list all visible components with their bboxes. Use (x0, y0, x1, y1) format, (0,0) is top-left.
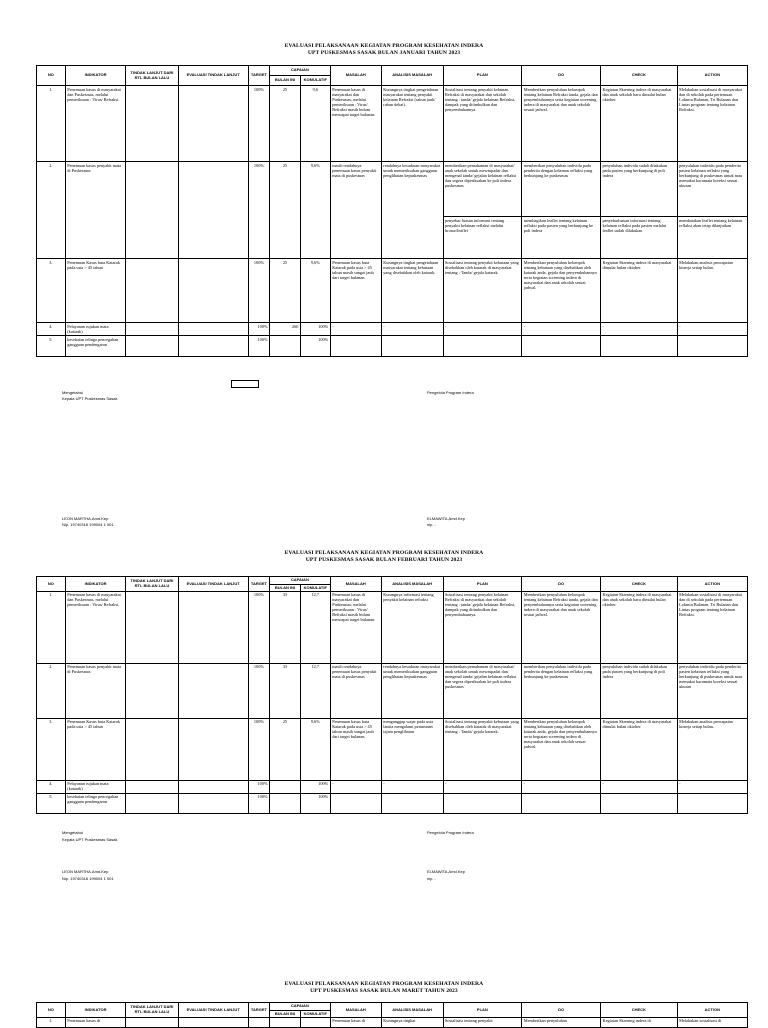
row-kumulatif: 100% (300, 323, 330, 336)
row-check (601, 793, 678, 813)
row-target: 100% (248, 259, 269, 323)
row-kumulatif: 9,6 (300, 86, 330, 162)
row-no: 5. (37, 793, 66, 813)
row-check: Kegiatan Skrening indera di masyarakat dimulai bulan oktober. (601, 718, 678, 780)
col-capaian: CAPAIAN (270, 66, 331, 76)
col-kumulatif: KOMULATIF (300, 76, 330, 86)
row-indikator: kesehatan telinga pencegahan gangguan pendengaran (65, 336, 126, 357)
row-kumulatif (300, 1017, 330, 1027)
row-check: penyebarluasan informasi tentang kelainan reflaksi pada pasien melalui leaflet sudah dilakukan (601, 217, 678, 259)
col-no: NO (37, 66, 66, 86)
row-action: Melakukan analisis pencapaian kinerja setiap bulan. (677, 718, 747, 780)
report-title-line1: EVALUASI PELAKSANAAN KEGIATAN PROGRAM KESEHATAN INDERA (284, 43, 484, 49)
row-masalah: Penemuan kasus di masyarakat dan Puskesmas, melalui pemeriksaan : Virus/ Refraksi masih bulum mencapai target bulanan. (330, 591, 381, 663)
row-plan: - (443, 323, 522, 336)
col-kumulatif: KOMULATIF (300, 1011, 330, 1018)
row-tindak-lanjut (126, 259, 178, 323)
row-plan (443, 793, 522, 813)
col-indikator: INDIKATOR (65, 66, 126, 86)
table-row (37, 718, 748, 780)
row-bulan-ini: 25 (270, 162, 301, 259)
col-do: DO (522, 66, 601, 86)
row-kumulatif: 9,6% (300, 162, 330, 259)
row-masalah: masih rendahnya penemuan kasus penyakit mata di puskesmas (330, 162, 381, 259)
col-do: DO (522, 577, 601, 592)
row-indikator: Penemuan kasus di (65, 1017, 126, 1027)
row-masalah: Penemuan kasus di (330, 1017, 381, 1027)
row-kumulatif: 9,6% (300, 718, 330, 780)
row-check: penyuluhan individu sudah dilakukan pada pasien yang berkunjung di poli indera (601, 663, 678, 718)
row-check: Kegiatan Skrening indera di masyarakat dimulai bulan oktober. (601, 259, 678, 323)
col-no: NO (37, 1003, 66, 1018)
row-bulan-ini (270, 336, 301, 357)
row-evaluasi (178, 663, 248, 718)
row-kumulatif: 100% (300, 780, 330, 793)
col-capaian: CAPAIAN (270, 577, 331, 585)
row-evaluasi (178, 591, 248, 663)
row-check: penyuluhan individu sudah dilakukan pada pasien yang berkunjung di poli indera (601, 162, 678, 217)
row-action: membatakan leaflet tentang kelainan reflaksi akan tetap dilanjutkan (677, 217, 747, 259)
row-indikator: Pelayanan rujukan mata (katarak) (65, 323, 126, 336)
table-row (37, 780, 748, 793)
col-analisis: ANALISIS MASALAH (381, 1003, 443, 1018)
row-evaluasi (178, 323, 248, 336)
col-capaian: CAPAIAN (270, 1003, 331, 1011)
col-evaluasi: EVALUASI TINDAK LANJUT (178, 1003, 248, 1018)
row-plan: memberikan pemahaman di masyarakat/ anak sekolah untuk mewaspadai dan mengenal tanda/ gejalan kelainan reflaksi dan segera diperiksakan ke poli indera puskesmas (443, 162, 522, 217)
row-action (677, 793, 747, 813)
table-row (37, 591, 748, 663)
mengetahui-label: Mengetahui (62, 830, 83, 835)
row-do: memberikan penyuluhan individu pada penderita dengan kelainan reflaksi yang berkunjung ke puskesmas (522, 663, 601, 718)
row-do: Memberikan penyuluhan kelompok tentang kelainan Refraksi tanda, gejala dan penyembuhannya serta kegiatan screening indera di masyarakat dan anak sekolah sesuai jadwal. (522, 86, 601, 162)
row-indikator: Penemuan kasus di masyarakat dan Puskesmas, melalui pemeriksaan : Virus/ Refraksi. (65, 86, 126, 162)
col-bulan-ini: BULAN INI (270, 76, 301, 86)
row-masalah: Penemuan kasus di masyarakat dan Puskesmas, melalui pemeriksaan : Virus/ Refraksi masih bulum mencapai target bulanan. (330, 86, 381, 162)
row-evaluasi (178, 1017, 248, 1027)
signatory-nip-right: nip. - (427, 522, 436, 527)
row-indikator: Penemuan kasus di masyarakat dan Puskesmas, melalui pemeriksaan : Virus/ Refraksi. (65, 591, 126, 663)
signatory-name-right: ELMAWITA,Amd.Kep (427, 516, 466, 521)
row-do (522, 336, 601, 357)
row-analisis: Kurangnya informasi tentang penyakit kelainan refraksi (381, 591, 443, 663)
row-no: 5. (37, 336, 66, 357)
row-masalah: Penemuan kasus buta Katarak pada usia > 45 tahun masih sangat jauh dari target bulanan. (330, 718, 381, 780)
row-indikator: Penemuan kasus penyakit mata di Puskesmas (65, 162, 126, 259)
row-tindak-lanjut (126, 336, 178, 357)
col-bulan-ini: BULAN INI (270, 585, 301, 592)
row-action: Melakukan sosialisasi di masyarakat dan di sekolah pada pertemuan Lokmin Bulanan, Tri Bulanan dan Lintas program tentang kelainan Refraksi. (677, 86, 747, 162)
row-kumulatif: 9,6% (300, 259, 330, 323)
signatory-name-left: LEON MARTHA,Amd.Kep (62, 869, 109, 874)
row-no: 3. (37, 718, 66, 780)
col-check: CHECK (601, 577, 678, 592)
col-action: ACTION (677, 577, 747, 592)
row-masalah: - (330, 780, 381, 793)
row-tindak-lanjut (126, 323, 178, 336)
col-plan: PLAN (443, 1003, 522, 1018)
row-analisis: - (381, 780, 443, 793)
row-check: Kegiatan Skrening indera di masyarakat dan anak sekolah baru dimulai bulan oktober. (601, 86, 678, 162)
row-evaluasi (178, 718, 248, 780)
table-row (37, 1017, 748, 1027)
report-title-march (0, 981, 768, 995)
signatory-name-left: LEON MARTHA,Amd.Kep (62, 516, 109, 521)
row-kumulatif: 100% (300, 336, 330, 357)
row-check (601, 336, 678, 357)
row-plan: Sosialisasi tentang penyakit kebutaan yang disebabkan oleh katarak di masyarakat tentang : Tanda/ gejala katarak. (443, 718, 522, 780)
row-no: 1. (37, 1017, 66, 1027)
row-do: Memberikan penyuluhan kelompok tentang kelainan Refraksi tanda, gejala dan penyembuhannya serta kegiatan screening indera di masyarakat dan anak sekolah sesuai jadwal. (522, 591, 601, 663)
row-do: memberikan penyuluhan individu pada penderita dengan kelainan reflaksi yang berkunjung ke puskesmas (522, 162, 601, 217)
row-plan: Sosialisasi tentang penyakit (443, 1017, 522, 1027)
row-indikator: kesehatan telinga pencegahan gangguan pendengaran (65, 793, 126, 813)
col-masalah: MASALAH (330, 1003, 381, 1018)
row-action: - (677, 323, 747, 336)
row-do: - (522, 323, 601, 336)
row-bulan-ini (270, 780, 301, 793)
report-title-line2: UPT PUSKESMAS SASAK BULAN FEBRUARI TAHUN 2023 (305, 557, 463, 563)
row-target: 100% (248, 86, 269, 162)
row-tindak-lanjut (126, 86, 178, 162)
table-row (37, 336, 748, 357)
col-plan: PLAN (443, 577, 522, 592)
row-kumulatif: 12,7 (300, 591, 330, 663)
row-plan: memberikan pemahaman di masyarakat/ anak sekolah untuk mewaspadai dan mengenal tanda/ gejalan kelainan reflaksi dan segera diperiksakan ke poli indera puskesmas (443, 663, 522, 718)
table-row (37, 259, 748, 323)
mengetahui-label: Mengetahui (62, 390, 83, 395)
row-target: 100% (248, 718, 269, 780)
col-evaluasi: EVALUASI TINDAK LANJUT (178, 577, 248, 592)
col-tindak-lanjut: TINDAK LANJUT DARI RTL BULAN LALU (126, 1003, 178, 1018)
table-row (37, 162, 748, 217)
table-row (37, 323, 748, 336)
row-bulan-ini: 33 (270, 663, 301, 718)
col-masalah: MASALAH (330, 577, 381, 592)
row-evaluasi (178, 86, 248, 162)
row-check: - (601, 323, 678, 336)
row-evaluasi (178, 259, 248, 323)
row-tindak-lanjut (126, 1017, 178, 1027)
report-title-line1: EVALUASI PELAKSANAAN KEGIATAN PROGRAM KESEHATAN INDERA (284, 550, 484, 556)
row-target (248, 1017, 269, 1027)
row-masalah: Penemuan kasus buta Katarak pada usia > 45 tahun masih sangat jauh dari target bulanan. (330, 259, 381, 323)
col-action: ACTION (677, 66, 747, 86)
col-bulan-ini: BULAN INI (270, 1011, 301, 1018)
row-masalah (330, 336, 381, 357)
row-check: Kegiatan Skrening indera di masyarakat dan anak sekolah baru dimulai bulan oktober. (601, 591, 678, 663)
row-evaluasi (178, 793, 248, 813)
row-analisis: Kurangnya tingkat pengetahuan masyarakat tentang kebutaan yang disebabkan oleh katarak. (381, 259, 443, 323)
report-title-january (0, 43, 768, 57)
row-do: Memberikan penyuluhan kelompok tentang kebutaan yang disebabkan oleh katarak anda, gejala dan penyembuhannya serta kegiatan screening indera di masyarakat dan anak sekolah sesuai jadwal. (522, 259, 601, 323)
col-analisis: ANALISIS MASALAH (381, 66, 443, 86)
row-plan: Sosialisasi tentang penyakit kebutaan yang disebabkan oleh katarak di masyarakat tentang : Tanda/ gejala katarak. (443, 259, 522, 323)
row-do: - (522, 780, 601, 793)
row-target: 100% (248, 162, 269, 259)
row-no: 2. (37, 663, 66, 718)
col-tindak-lanjut: TINDAK LANJUT DARI RTL BULAN LALU (126, 577, 178, 592)
row-target: 100% (248, 793, 269, 813)
row-tindak-lanjut (126, 162, 178, 259)
row-analisis: - (381, 323, 443, 336)
row-bulan-ini: 260 (270, 323, 301, 336)
kepala-label: Kepala UPT Puskesmas Sasak (62, 837, 118, 842)
row-evaluasi (178, 780, 248, 793)
report-title-line2: UPT PUSKESMAS SASAK BULAN JANUARI TAHUN 2023 (307, 50, 461, 56)
row-plan: Sosialisasi tentang penyakit kelainan Refraksi di masyarakat dan sekolah tentang : tanda/ gejala kelainan Refraksi, dampak yang ditimbulkan dan penyembuhannya. (443, 86, 522, 162)
row-analisis (381, 336, 443, 357)
row-kumulatif: 100% (300, 793, 330, 813)
row-do: Memberikan penyuluhan (522, 1017, 601, 1027)
row-masalah: - (330, 323, 381, 336)
col-no: NO (37, 577, 66, 592)
col-target: TARGET (248, 66, 269, 86)
report-title-february (0, 550, 768, 564)
row-no: 2. (37, 162, 66, 259)
row-check: - (601, 780, 678, 793)
row-bulan-ini: 25 (270, 718, 301, 780)
row-masalah (330, 793, 381, 813)
row-action: Melakukan sosialisasi di masyarakat dan di sekolah pada pertemuan Lokmin Bulanan, Tri Bulanan dan Lintas program tentang kelainan Refraksi. (677, 591, 747, 663)
report-title-line2: UPT PUSKESMAS SASAK BULAN MARET TAHUN 2023 (310, 988, 458, 994)
row-no: 1. (37, 591, 66, 663)
row-bulan-ini: 25 (270, 259, 301, 323)
row-analisis (381, 793, 443, 813)
row-kumulatif: 12,7 (300, 663, 330, 718)
col-evaluasi: EVALUASI TINDAK LANJUT (178, 66, 248, 86)
col-action: ACTION (677, 1003, 747, 1018)
row-check: Kegiatan Skrening indera di (601, 1017, 678, 1027)
col-kumulatif: KOMULATIF (300, 585, 330, 592)
row-action (677, 336, 747, 357)
signatory-name-right: ELMAWITA,Amd.Kep (427, 869, 466, 874)
row-bulan-ini (270, 1017, 301, 1027)
col-plan: PLAN (443, 66, 522, 86)
table-row (37, 793, 748, 813)
col-target: TARGET (248, 577, 269, 592)
row-action: - (677, 780, 747, 793)
col-do: DO (522, 1003, 601, 1018)
col-indikator: INDIKATOR (65, 577, 126, 592)
row-tindak-lanjut (126, 793, 178, 813)
col-target: TARGET (248, 1003, 269, 1018)
row-masalah: masih rendahnya penemuan kasus penyakit mata di puskesmas (330, 663, 381, 718)
row-no: 1. (37, 86, 66, 162)
row-target: 100% (248, 780, 269, 793)
pengelola-label: Pengelola Program Indera (427, 390, 474, 395)
table-row (37, 663, 748, 718)
row-indikator: Pelayanan rujukan mata (katarak) (65, 780, 126, 793)
row-analisis: Kurangnya tingkat pengetahuan masyarakat tentang penyakit kelainan Refraksi (rabun jauh/ rabun dekat). (381, 86, 443, 162)
row-analisis: Kurangnya tingkat (381, 1017, 443, 1027)
row-action: penyuluhan individu pada penderita pasien kelainan reflaksi yang berkunjung di puskesmas untuk mau memakai kacamata koreksi sesuai ukuran (677, 663, 747, 718)
row-evaluasi (178, 162, 248, 259)
col-indikator: INDIKATOR (65, 1003, 126, 1018)
signatory-nip-left: Nip. 19740318 199004 1 001 (62, 522, 114, 527)
signatory-nip-right: nip. - (427, 876, 436, 881)
row-do: Memberikan penyuluhan kelompok tentang kebutaan yang disebabkan oleh katarak anda, gejala dan penyembuhannya serta kegiatan screening indera di masyarakat dan anak sekolah sesuai jadwal. (522, 718, 601, 780)
row-plan (443, 336, 522, 357)
row-do (522, 793, 601, 813)
report-title-line1: EVALUASI PELAKSANAAN KEGIATAN PROGRAM KESEHATAN INDERA (284, 981, 484, 987)
col-analisis: ANALISIS MASALAH (381, 577, 443, 592)
row-analisis: rendahnya kesadaran masyarakat untuk memeriksakan gangguan penglihatan kepuskesmas (381, 162, 443, 259)
row-do: membagikan leaflet tentang kelainan reflaksi pada pasien yang berkunjung ke poli indera (522, 217, 601, 259)
col-masalah: MASALAH (330, 66, 381, 86)
row-plan: Sosialisasi tentang penyakit kelainan Refraksi di masyarakat dan sekolah tentang : tanda/ gejala kelainan Refraksi, dampak yang ditimbulkan dan penyembuhannya. (443, 591, 522, 663)
row-target: 100% (248, 663, 269, 718)
row-indikator: Penemuan kasus penyakit mata di Puskesmas (65, 663, 126, 718)
row-target: 100% (248, 323, 269, 336)
row-bulan-ini (270, 793, 301, 813)
row-tindak-lanjut (126, 780, 178, 793)
evaluation-table-january (36, 65, 748, 357)
pengelola-label: Pengelola Program Indera (427, 830, 474, 835)
evaluation-table-february (36, 576, 748, 814)
row-evaluasi (178, 336, 248, 357)
row-tindak-lanjut (126, 591, 178, 663)
row-indikator: Penemuan Kasus buta Katarak pada usia > 45 tahun (65, 259, 126, 323)
selected-cell-outline (231, 380, 259, 388)
col-check: CHECK (601, 1003, 678, 1018)
row-no: 3. (37, 259, 66, 323)
row-action: Melakukan analisis pencapaian kinerja setiap bulan. (677, 259, 747, 323)
kepala-label: Kepala UPT Puskesmas Sasak (62, 396, 118, 401)
table-row (37, 86, 748, 162)
row-plan: penyebar luasan informasi tentang penyakit kelainan reflaksi melalui brosur/leaflet (443, 217, 522, 259)
row-no: 4. (37, 323, 66, 336)
row-bulan-ini: 33 (270, 591, 301, 663)
row-analisis: menganggap wajar pada usia lansia mengalami penurunan tajam penglihatan (381, 718, 443, 780)
row-tindak-lanjut (126, 718, 178, 780)
row-plan: - (443, 780, 522, 793)
row-tindak-lanjut (126, 663, 178, 718)
row-no: 4. (37, 780, 66, 793)
row-action: Melakukan sosialisasi di (677, 1017, 747, 1027)
row-target: 100% (248, 591, 269, 663)
row-bulan-ini: 25 (270, 86, 301, 162)
row-target: 100% (248, 336, 269, 357)
row-indikator: Penemuan Kasus buta Katarak pada usia > 45 tahun (65, 718, 126, 780)
row-action: penyuluhan individu pada penderita pasien kelainan reflaksi yang berkunjung di puskesmas untuk mau memakai kacamata koreksi sesuai ukuran (677, 162, 747, 217)
col-tindak-lanjut: TINDAK LANJUT DARI RTL BULAN LALU (126, 66, 178, 86)
signatory-nip-left: Nip. 19740318 199004 1 001 (62, 876, 114, 881)
col-check: CHECK (601, 66, 678, 86)
row-analisis: rendahnya kesadaran masyarakat untuk memeriksakan gangguan penglihatan kepuskesmas (381, 663, 443, 718)
